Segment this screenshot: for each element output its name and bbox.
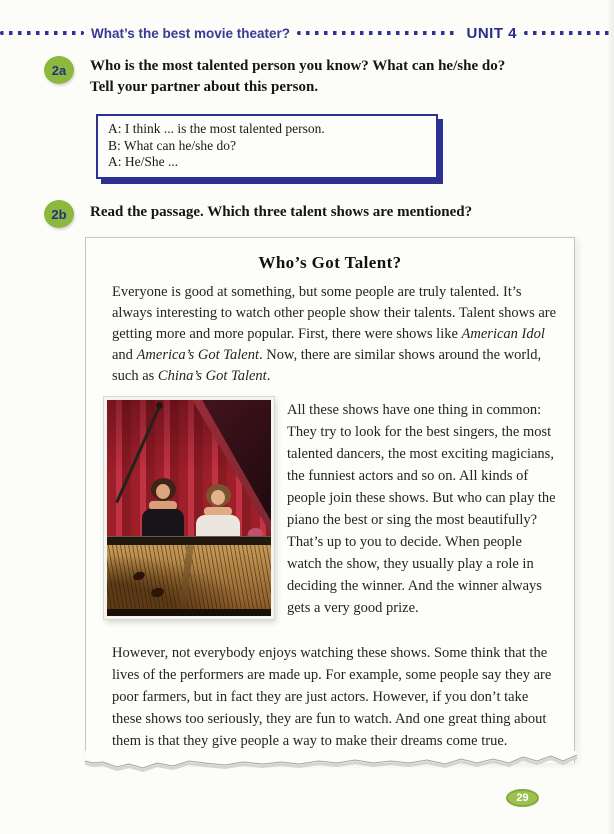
dotted-line — [297, 31, 459, 35]
microphone-icon — [156, 402, 163, 409]
passage-paragraph-2: All these shows have one thing in common: They try to look for the best singers, the most talented dancers, the most exciting magicians, the funniest actors and so on. All kinds of people join these shows. But who can play the piano the best or sing the most beautifully? That’s up to you to decide. When people watch the show, they usually play a role in deciding the winner. And the winner always gets a very good prize. — [287, 402, 556, 616]
passage-paragraph-3: However, not everybody enjoys watching these shows. Some think that the lives of the performers are made up. For example, some people say they are poor farmers, but in fact they are just actors. However, if you don’t take these shows too seriously, they are fun to watch. And one great thing about them is that they give people a way to make their dreams come true. — [112, 644, 552, 749]
face — [156, 484, 170, 499]
example-dialogue-box — [96, 114, 438, 179]
activity-badge-2b: 2b — [44, 200, 74, 228]
page-header — [0, 24, 614, 42]
face — [211, 490, 225, 505]
dotted-line — [0, 31, 84, 35]
passage-paragraph-1 — [112, 282, 557, 387]
text-run-italic: American Idol — [461, 326, 545, 342]
instruction-line: Who is the most talented person you know? What can he/she do? — [90, 58, 506, 74]
text-run-italic: America’s Got Talent — [136, 347, 260, 363]
lesson-title: What’s the best movie theater? — [91, 25, 291, 41]
dialogue-line: A: He/She ... — [108, 154, 179, 169]
photo-and-text-row — [104, 397, 559, 634]
piano-edge — [107, 609, 271, 616]
activity-badge-2a: 2a — [44, 56, 74, 84]
text-run: . Now, there are similar shows around the world, such as — [112, 347, 542, 384]
text-run-italic: China’s Got Talent — [157, 368, 267, 384]
dialogue-line: A: I think ... is the most talented person. — [108, 121, 325, 136]
dotted-line — [524, 31, 614, 35]
text-run: Everyone is good at something, but some people are truly talented. It’s always interesting to watch other people show their talents. Talent shows are getting more and more popular. First, there were shows like — [112, 284, 557, 342]
page-number-badge: 29 — [506, 789, 539, 807]
activity-2b-instruction: Read the passage. Which three talent shows are mentioned? — [90, 204, 473, 220]
activity-2a-instruction — [90, 56, 578, 98]
photo-two-pianists — [104, 397, 274, 619]
text-run: and — [112, 347, 137, 363]
dialogue-line: B: What can he/she do? — [108, 137, 236, 153]
text-run: . — [266, 368, 271, 384]
instruction-line: Tell your partner about this person. — [90, 79, 319, 95]
unit-label: UNIT 4 — [466, 24, 517, 42]
passage-title: Who’s Got Talent? — [258, 253, 402, 272]
reading-passage-card — [85, 237, 575, 763]
torn-paper-edge — [85, 751, 577, 777]
